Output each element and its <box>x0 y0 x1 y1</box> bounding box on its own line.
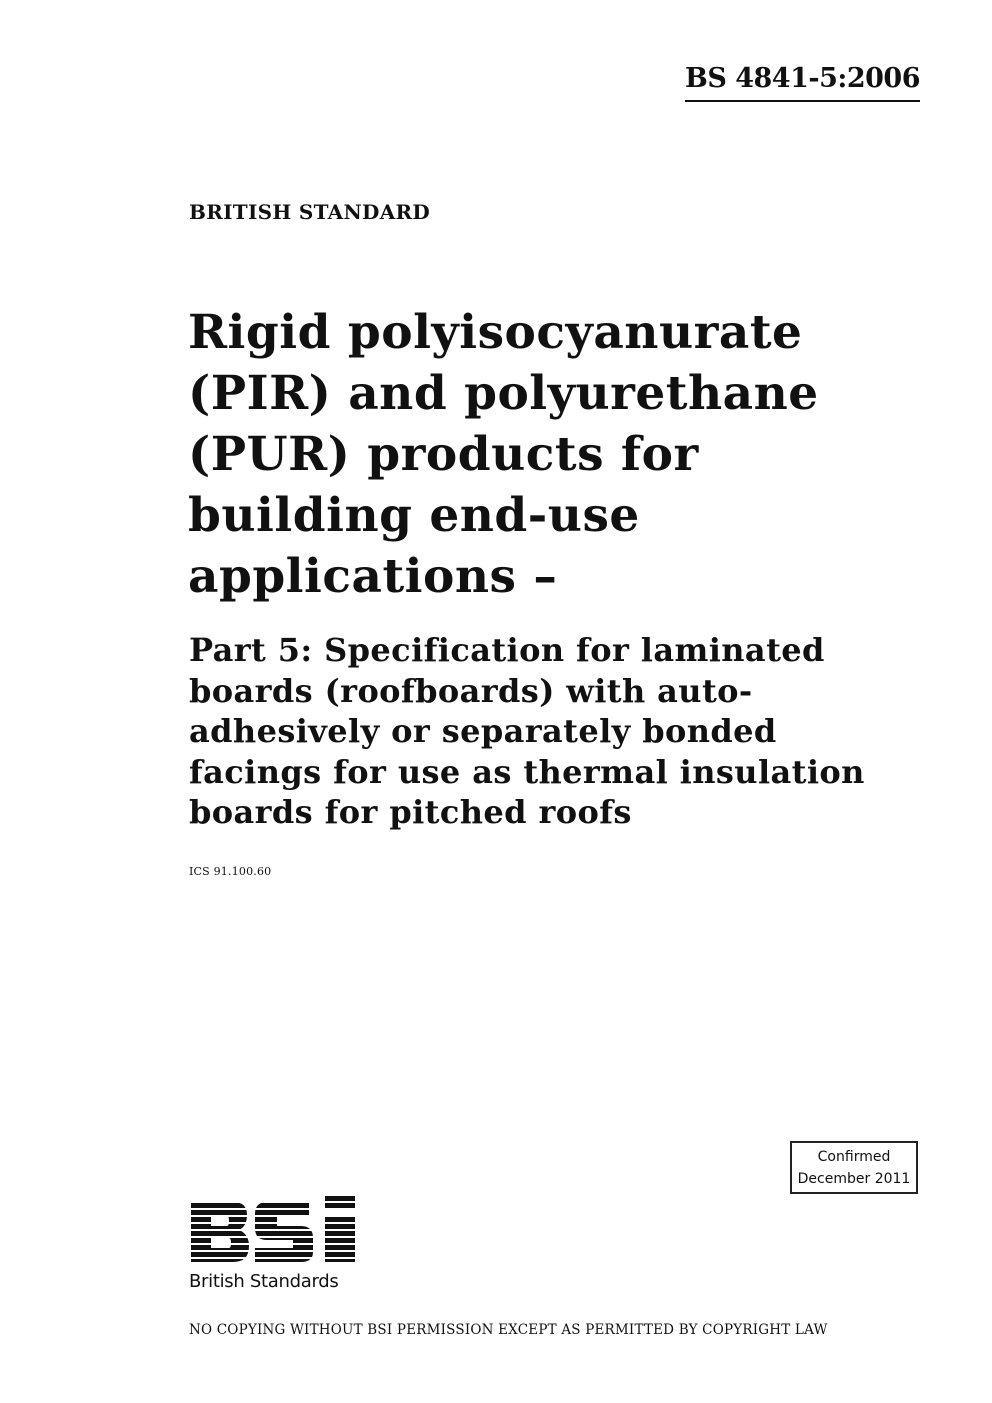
logo-caption: British Standards <box>189 1271 339 1292</box>
confirmation-stamp <box>790 1141 918 1194</box>
ics-code: ICS 91.100.60 <box>189 865 272 878</box>
document-kicker: BRITISH STANDARD <box>189 200 431 224</box>
subtitle-line: boards (roofboards) with auto- <box>189 671 753 710</box>
subtitle-line: Part 5: Specification for laminated <box>189 631 825 669</box>
confirmation-label: Confirmed <box>817 1149 891 1165</box>
confirmation-date: December 2011 <box>797 1171 911 1187</box>
copyright-notice: NO COPYING WITHOUT BSI PERMISSION EXCEPT AS PERMITTED BY COPYRIGHT LAW <box>189 1322 828 1338</box>
bsi-logo-mark-icon <box>189 1196 367 1268</box>
subtitle-line: adhesively or separately bonded <box>189 712 777 750</box>
title-line: (PUR) products for <box>188 427 699 482</box>
title-line: Rigid polyisocyanurate <box>188 305 803 360</box>
standard-number: BS 4841-5:2006 <box>685 62 920 102</box>
title-line: (PIR) and polyurethane <box>188 366 819 421</box>
title-line: applications – <box>188 549 558 604</box>
title-line: building end-use <box>188 488 640 543</box>
document-title <box>188 302 928 607</box>
subtitle-line: boards for pitched roofs <box>189 793 632 831</box>
document-subtitle <box>189 630 949 833</box>
subtitle-line: facings for use as thermal insulation <box>189 752 865 791</box>
